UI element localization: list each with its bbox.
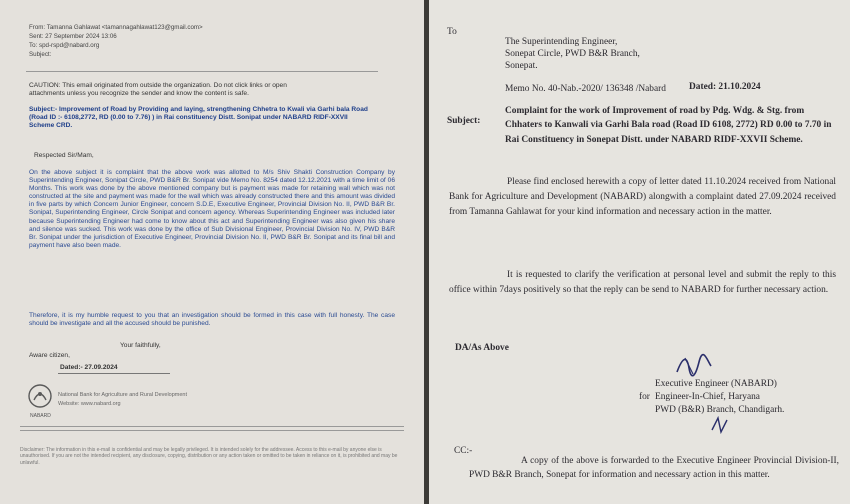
signatory-branch: PWD (B&R) Branch, Chandigarh. xyxy=(655,405,785,415)
email-subject-line: Subject: xyxy=(29,51,52,58)
email-printout-page xyxy=(0,0,424,504)
letter-paragraph-2: It is requested to clarify the verification at personal level and submit the reply to this office within 7days positively so that the reply can be send to NABARD for further necessary action. xyxy=(449,270,836,295)
email-date: Dated:- 27.09.2024 xyxy=(60,364,118,371)
email-from: From: Tamanna Gahlawat <tamannagahlawat123@gmail.com> xyxy=(29,24,203,31)
signatory-office: Engineer-In-Chief, Haryana xyxy=(655,392,760,402)
complaint-body: On the above subject it is complaint that the above work was allotted to M/s Shiv Shakti Construction Company by Superintending Engineer, Sonipat Circle, PWD B&R Br. Sonipat vide Memo No. 8254 dated 12.12.2021 with a time limit of 06 Months. This work was done by the above mentioned company but is payment was made for retaining wall which was not constructed at the site and payment was made for the wall which was already constructed there and this amount was divided in five parts by which Concern Junior Engineer, concern S.D.E, Executive Engineer, Provincial Division No. II, PWD B&R Br. Sonipat, Superintending Engineer, Circle Sonipat and concern agency. Whereas Superintending Engineer was included later because Superintending Engineer had come to know about this act and Superintending Engineer was also given his share and silence was sucked. This work was done by the office of Sub Divisional Engineer, Provincial Division No. IV, PWD B&R Br. Sonipat under the jurisdiction of Executive Engineer, Provincial Division No. II, PWD B&R Br. Sonipat and its final bill and payment have also been made. xyxy=(29,169,395,249)
cc-label: CC:- xyxy=(454,446,473,456)
email-to: To: spd-rspd@nabard.org xyxy=(29,42,100,49)
signoff: Aware citizen, xyxy=(29,352,70,359)
closing: Your faithfully, xyxy=(120,342,161,349)
signatory-designation: Executive Engineer (NABARD) xyxy=(655,379,777,389)
letter-paragraph-1: Please find enclosed herewith a copy of letter dated 11.10.2024 received from National Bank for Agriculture and Development (NABARD) alongwith a complaint dated 27.09.2024 received from Tamanna Gahlawat for your kind information and necessary action in the matter. xyxy=(449,177,836,217)
signature-icon xyxy=(673,352,713,380)
letter-date: Dated: 21.10.2024 xyxy=(689,82,761,92)
greeting: Respected Sir/Mam, xyxy=(34,152,94,159)
memo-number: Memo No. 40-Nab.-2020/ 136348 /Nabard xyxy=(505,84,666,94)
date-underline xyxy=(58,373,170,374)
divider xyxy=(20,426,404,427)
addressee-line-1: The Superintending Engineer, xyxy=(505,37,618,47)
addressee-line-2: Sonepat Circle, PWD B&R Branch, xyxy=(505,49,640,59)
initials-icon xyxy=(709,414,731,436)
nabard-logo-icon xyxy=(27,383,53,409)
divider xyxy=(26,71,378,72)
cc-text: A copy of the above is forwarded to the Executive Engineer Provincial Division-II, PWD B&R Branch, Sonepat for information and necessary action in this matter. xyxy=(469,456,839,480)
divider xyxy=(20,430,404,431)
footer-website: Website: www.nabard.org xyxy=(58,401,121,407)
email-sent: Sent: 27 September 2024 13:06 xyxy=(29,33,117,40)
for-label: for xyxy=(639,392,650,402)
footer-disclaimer: Disclaimer: The information in this e-mail is confidential and may be legally privileged. It is intended solely for the addressee. Access to this e-mail by anyone else is unauthorised. If you are not the intended recipient, any disclosure, copying, distribution or any action taken or omitted to be taken in reliance on it, is prohibited and may be unlawful. xyxy=(20,447,398,466)
nabard-logo-label: NABARD xyxy=(30,413,51,419)
footer-bank-name: National Bank for Agriculture and Rural Development xyxy=(58,392,188,398)
subject-label: Subject: xyxy=(447,116,481,126)
forwarding-letter-page xyxy=(429,0,850,504)
enclosure-note: DA/As Above xyxy=(455,343,509,353)
email-subject: Subject:- Improvement of Road by Providing and laying, strengthening Chhetra to Kwali via Garhi bala Road (Road ID :- 6108,2772, RD (0.00 to 7.76) ) in Rai constituency Distt. Sonipat under NABARD RIDF-XXVII Scheme CRD. xyxy=(29,106,368,130)
letter-subject: Complaint for the work of Improvement of road by Pdg. Wdg. & Stg. from Chhaters to Kanwali via Garhi Bala road (Road ID 6108, 2772) RD 0.00 to 7.70 in Rai Constituency in Sonepat Distt. under NABARD RIDF-XXVII Scheme. xyxy=(505,106,832,145)
caution-notice: CAUTION: This email originated from outside the organization. Do not click links or open attachments unless you recognize the sender and know the content is safe. xyxy=(29,82,287,98)
complaint-request: Therefore, it is my humble request to you that an investigation should be formed in this case with full honesty. The case should be investigate and all the accused should be punished. xyxy=(29,312,395,328)
addressee-line-3: Sonepat. xyxy=(505,61,538,71)
to-label: To xyxy=(447,27,457,37)
